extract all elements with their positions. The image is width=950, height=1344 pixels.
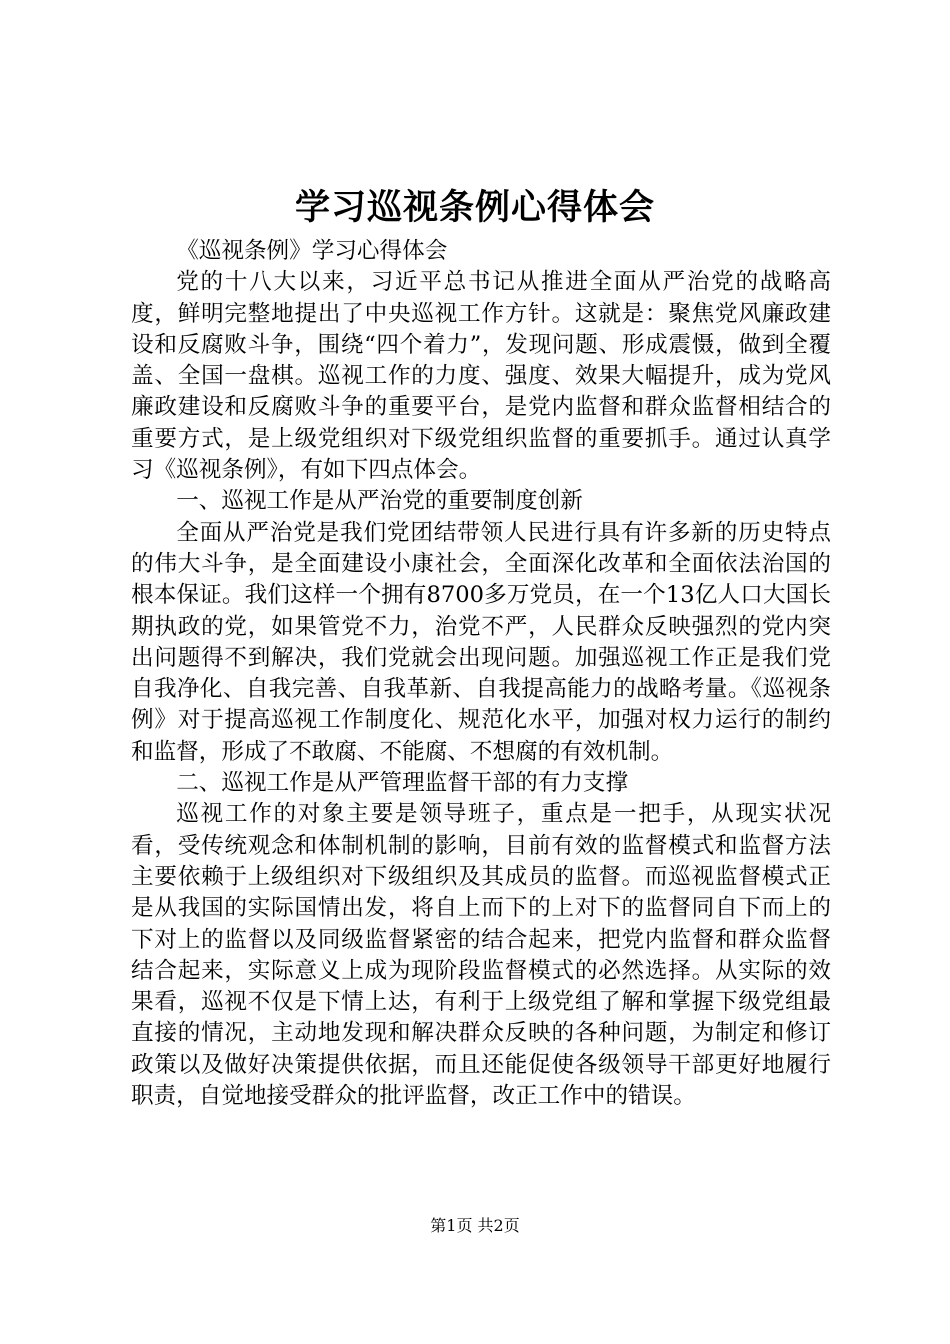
section-heading-2: 二、巡视工作是从严管理监督干部的有力支撑 — [176, 770, 629, 797]
paragraph-section-1: 全面从严治党是我们党团结带领人民进行具有许多新的历史特点的伟大斗争，是全面建设小康社会，全面深化改革和全面依法治国的根本保证。我们这样一个拥有8700多万党员，在一个13亿人口大国长期执政的党，如果管党不力，治党不严，人民群众反映强烈的党内突出问题得不到解决，我们党就会出现问题。加强巡视工作正是我们党自我净化、自我完善、自我革新、自我提高能力的战略考量。《巡视条例》对于提高巡视工作制度化、规范化水平，加强对权力运行的制约和监督，形成了不敢腐、不能腐、不想腐的有效机制。 — [131, 519, 831, 765]
page-footer: 第1页 共2页 — [430, 1216, 520, 1235]
paragraph-section-2: 巡视工作的对象主要是领导班子，重点是一把手，从现实状况看，受传统观念和体制机制的影响，目前有效的监督模式和监督方法主要依赖于上级组织对下级组织及其成员的监督。而巡视监督模式正是从我国的实际国情出发，将自上而下的上对下的监督同自下而上的下对上的监督以及同级监督紧密的结合起来，把党内监督和群众监督结合起来，实际意义上成为现阶段监督模式的必然选择。从实际的效果看，巡视不仅是下情上达，有利于上级党组了解和掌握下级党组最直接的情况，主动地发现和解决群众反映的各种问题，为制定和修订政策以及做好决策提供依据，而且还能促使各级领导干部更好地履行职责，自觉地接受群众的批评监督，改正工作中的错误。 — [131, 801, 831, 1110]
paragraph-subtitle: 《巡视条例》学习心得体会 — [176, 238, 448, 264]
paragraph-intro: 党的十八大以来，习近平总书记从推进全面从严治党的战略高度，鲜明完整地提出了中央巡视工作方针。这就是：聚焦党风廉政建设和反腐败斗争，围绕“四个着力”，发现问题、形成震慑，做到全覆盖、全国一盘棋。巡视工作的力度、强度、效果大幅提升，成为党风廉政建设和反腐败斗争的重要平台，是党内监督和群众监督相结合的重要方式，是上级党组织对下级党组织监督的重要抓手。通过认真学习《巡视条例》，有如下四点体会。 — [131, 269, 831, 484]
document-body — [131, 236, 831, 1112]
section-heading-1: 一、巡视工作是从严治党的重要制度创新 — [176, 488, 583, 515]
document-title: 学习巡视条例心得体会 — [294, 187, 655, 228]
